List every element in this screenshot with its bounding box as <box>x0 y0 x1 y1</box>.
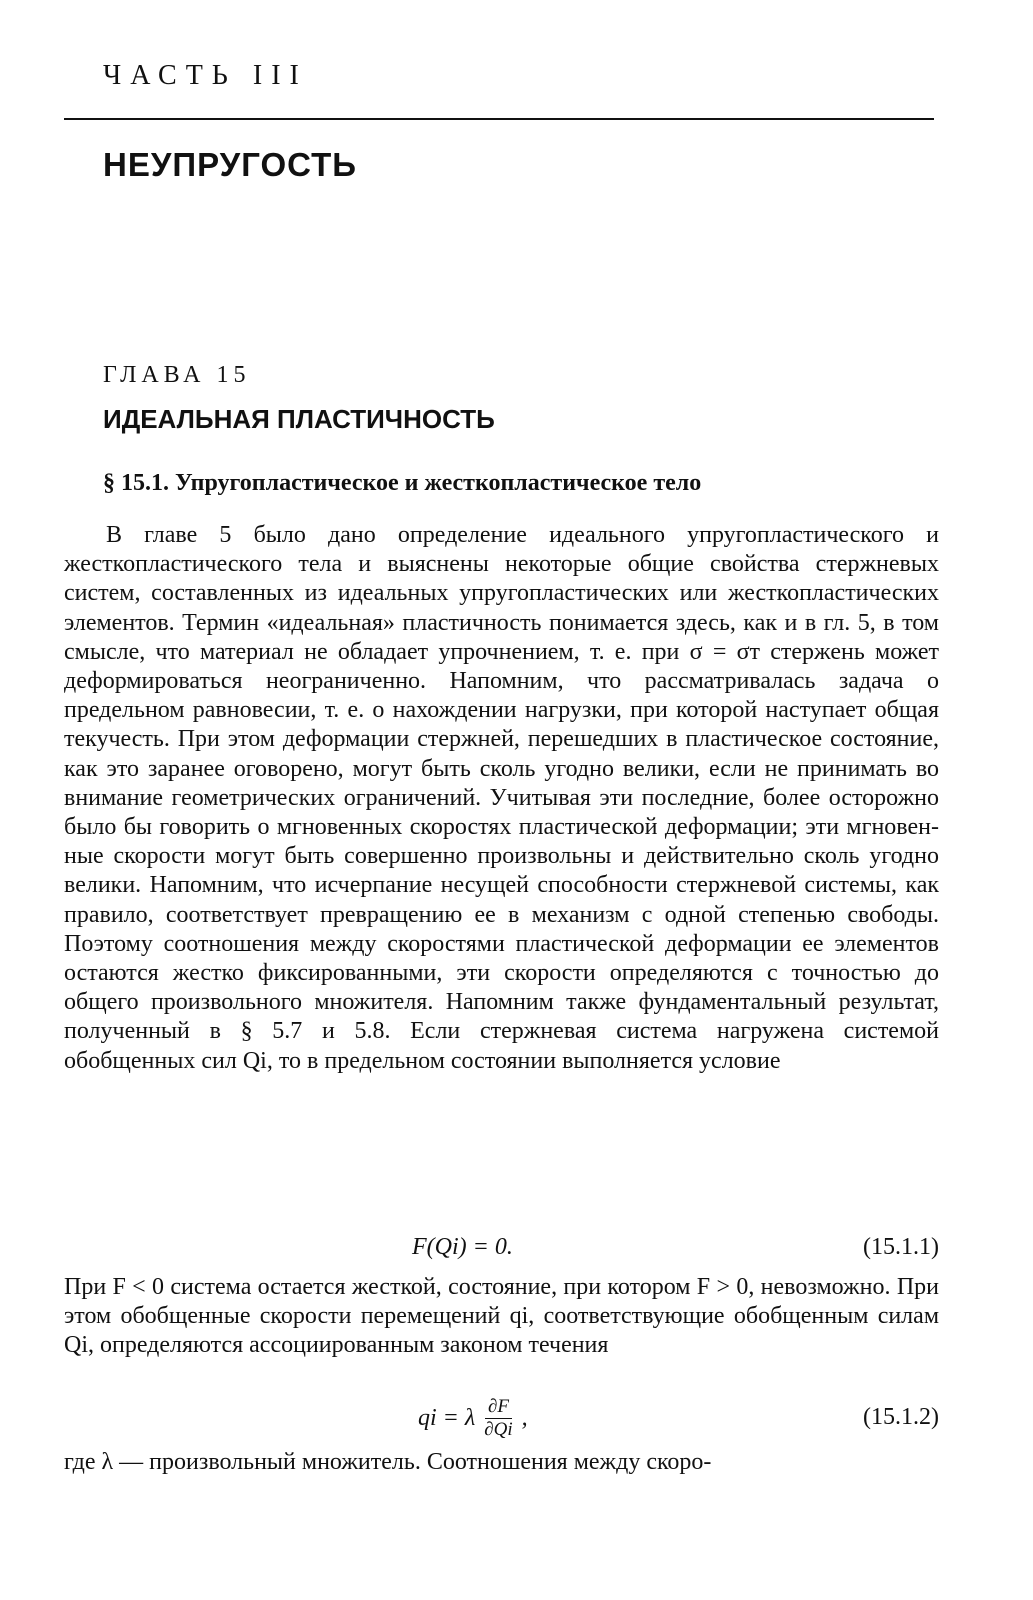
equation-number: (15.1.1) <box>863 1234 939 1260</box>
formula-lhs: qi = λ <box>418 1404 476 1431</box>
chapter-title: ИДЕАЛЬНАЯ ПЛАСТИЧНОСТЬ <box>103 404 495 434</box>
part-label: ЧАСТЬ III <box>103 60 308 91</box>
formula-tail: , <box>521 1404 528 1431</box>
section-heading: § 15.1. Упругопластическое и жесткопластическое тело <box>103 470 702 496</box>
equation-number: (15.1.2) <box>863 1404 939 1430</box>
fraction <box>481 1396 515 1441</box>
part-divider <box>64 118 934 120</box>
flow-rule-formula <box>418 1388 528 1448</box>
body-paragraph: где λ — произвольный множитель. Соотношения между скоро- <box>64 1449 712 1475</box>
fraction-numerator: ∂F <box>485 1396 512 1419</box>
formula: F(Qi) = 0. <box>412 1234 513 1260</box>
fraction-denominator: ∂Qi <box>484 1418 513 1440</box>
body-paragraph: В главе 5 было дано определение идеального упругопластического и жесткопластического тела и выяснены некоторые общие свойства стержневых систем, составленных из идеальных упругопластических или жесткопластических элементов. Термин «идеальная» пластичность понимается здесь, как и в гл. 5, в том смысле, что материал не обладает упрочнением, т. е. при σ = σт стержень может деформироваться неограниченно. Напомним, что рассматривалась задача о предельном равновесии, т. е. о нахождении нагрузки, при которой наступает общая текучесть. При этом деформации стержней, перешедших в пластическое состояние, как это заранее оговорено, могут быть сколь угодно велики, если не принимать во внимание геометрических ограничений. Учитывая эти последние, более осторожно было бы говорить о мгновенных скоростях пластической деформации; эти мгновенные скорости могут быть совершенно произвольны и действительно сколь угодно велики. Напомним, что исчерпание несущей способности стержневой системы, как правило, соответствует превращению ее в механизм с одной степенью свободы. Поэтому соотношения между скоростями пластической деформации ее элементов остаются жестко фиксированными, эти скорости определяются с точностью до общего произвольного множителя. Напомним также фундаментальный результат, полученный в § 5.7 и 5.8. Если стержневая система нагружена системой обобщенных сил Qi, то в предельном состоянии выполняется условие <box>64 522 940 1074</box>
chapter-label: ГЛАВА 15 <box>103 362 251 388</box>
part-title: НЕУПРУГОСТЬ <box>103 146 358 183</box>
body-paragraph: При F < 0 система остается жесткой, состояние, при котором F > 0, невозможно. При этом обобщенные скорости перемещений qi, соответствующие обобщенным силам Qi, определяются ассоциированным законом течения <box>64 1274 939 1359</box>
